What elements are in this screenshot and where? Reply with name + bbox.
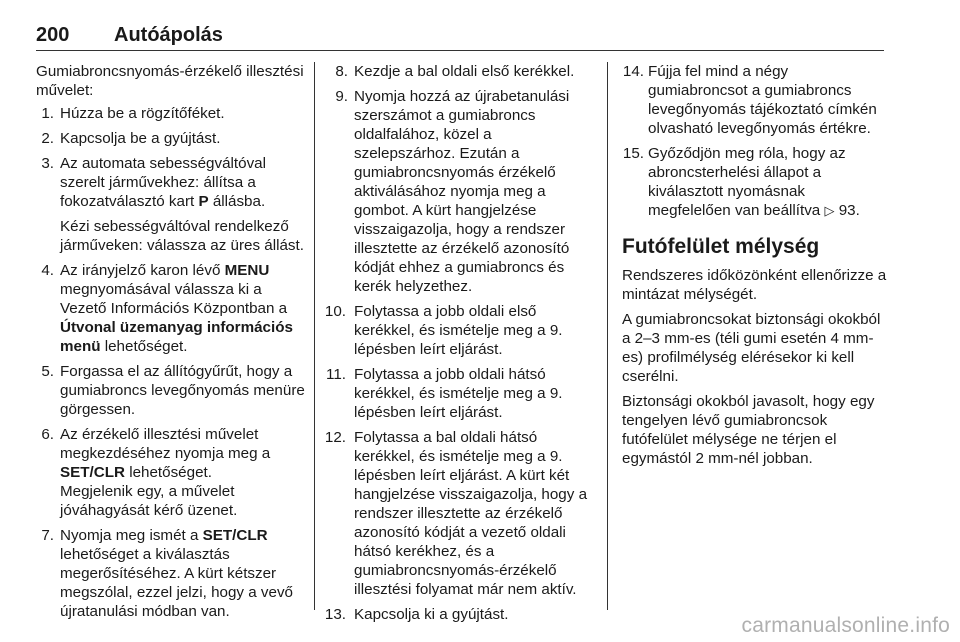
list-item: 7. Nyomja meg ismét a SET/CLR lehetőséget a kiválasztás megerősítéséhez. A kürt kétszer megszólal, ezzel jelzi, hogy a vevő újratanulási módban van. bbox=[41, 527, 293, 620]
page-header bbox=[36, 24, 884, 50]
page-number: 200 bbox=[36, 24, 70, 46]
list-item: 8. Kezdje a bal oldali első kerékkel. bbox=[335, 63, 575, 80]
list-item: 12. Folytassa a bal oldali hátsó kerékkel, és ismételje meg a 9. lépésben leírt eljárást. A kürt két hangjelzése visszaigazolja, hogy a rendszer illesztette az érzékelő azonosító kódját a vezető oldali hátsó kerékhez, és a gumiabroncsnyomás-érzékelő illesztési folyamat már nem aktív. bbox=[324, 429, 588, 598]
column-3 bbox=[622, 62, 890, 474]
list-item: 5. Forgassa el az állítógyűrűt, hogy a gumiabroncs levegőnyomás menüre görgessen. bbox=[41, 363, 305, 418]
header-divider bbox=[36, 50, 884, 51]
watermark: carmanualsonline.info bbox=[741, 614, 950, 637]
paragraph: Biztonsági okokból javasolt, hogy egy tengelyen lévő gumiabroncsok futófelület mélysége ne térjen el egymástól 2 mm-nél jobban. bbox=[622, 393, 875, 467]
list-item: 10. Folytassa a jobb oldali első kerékkel, és ismételje meg a 9. lépésben leírt eljárást. bbox=[324, 303, 563, 358]
paragraph: Rendszeres időközönként ellenőrizze a mintázat mélységét. bbox=[622, 267, 887, 303]
list-item: 2. Kapcsolja be a gyújtást. bbox=[41, 130, 221, 147]
page-reference-icon: ▷ bbox=[824, 203, 835, 218]
section-title: Futófelület mélység bbox=[622, 235, 820, 258]
page-title: Autóápolás bbox=[114, 24, 223, 46]
column-divider bbox=[607, 62, 608, 610]
list-item: 15. Győződjön meg róla, hogy az abroncsterhelési állapot a kiválasztott nyomásnak megfelelően van beállítva ▷ 93. bbox=[622, 145, 860, 219]
list-item: 11. Folytassa a jobb oldali hátsó kerékkel, és ismételje meg a 9. lépésben leírt eljárást. bbox=[326, 366, 563, 421]
list-item: 14. Fújja fel mind a négy gumiabroncsot a gumiabroncs levegőnyomás tájékoztató címkén olvasható levegőnyomás értékre. bbox=[622, 63, 877, 137]
column-2 bbox=[324, 62, 594, 630]
steps-list bbox=[622, 62, 890, 220]
list-item: 6. Az érzékelő illesztési művelet megkezdéséhez nyomja meg a SET/CLR lehetőséget. Megjelenik egy, a művelet jóváhagyását kérő üzenet. bbox=[36, 425, 306, 520]
list-item: 1. Húzza be a rögzítőféket. bbox=[41, 105, 225, 122]
steps-list bbox=[324, 62, 594, 624]
steps-list bbox=[36, 104, 306, 621]
column-1 bbox=[36, 62, 306, 627]
list-item: 4. Az irányjelző karon lévő MENU megnyomásával válassza ki a Vezető Információs Központban a Útvonal üzemanyag információs menü lehetőséget. bbox=[41, 262, 293, 355]
sub-note: Kézi sebességváltóval rendelkező járműveken: válassza az üres állást. bbox=[60, 218, 304, 254]
sub-note: Megjelenik egy, a művelet jóváhagyását kérő üzenet. bbox=[60, 483, 238, 519]
intro-text: Gumiabroncsnyomás-érzékelő illesztési művelet: bbox=[36, 63, 304, 99]
paragraph: A gumiabroncsokat biztonsági okokból a 2–3 mm-es (téli gumi esetén 4 mm-es) profilmélység elérésekor ki kell cserélni. bbox=[622, 311, 881, 385]
list-item: 3. Az automata sebességváltóval szerelt járművekhez: állítsa a fokozatválasztó kart P állásba. Kézi sebességváltóval rendelkező járműveken: válassza az üres állást. bbox=[36, 154, 306, 255]
list-item: 13. Kapcsolja ki a gyújtást. bbox=[324, 606, 509, 623]
page-reference: 93 bbox=[838, 202, 856, 219]
column-divider bbox=[314, 62, 315, 610]
list-item: 9. Nyomja hozzá az újrabetanulási szerszámot a gumiabroncs oldalfalához, közel a szelepszárhoz. Ezután a gumiabroncsnyomás érzékelő aktiválásához nyomja meg a gombot. A kürt hangjelzése visszaigazolja, hogy a rendszer illesztette az érzékelő azonosító kódját ehhez a gumiabroncs és kerék helyzethez. bbox=[335, 88, 570, 295]
